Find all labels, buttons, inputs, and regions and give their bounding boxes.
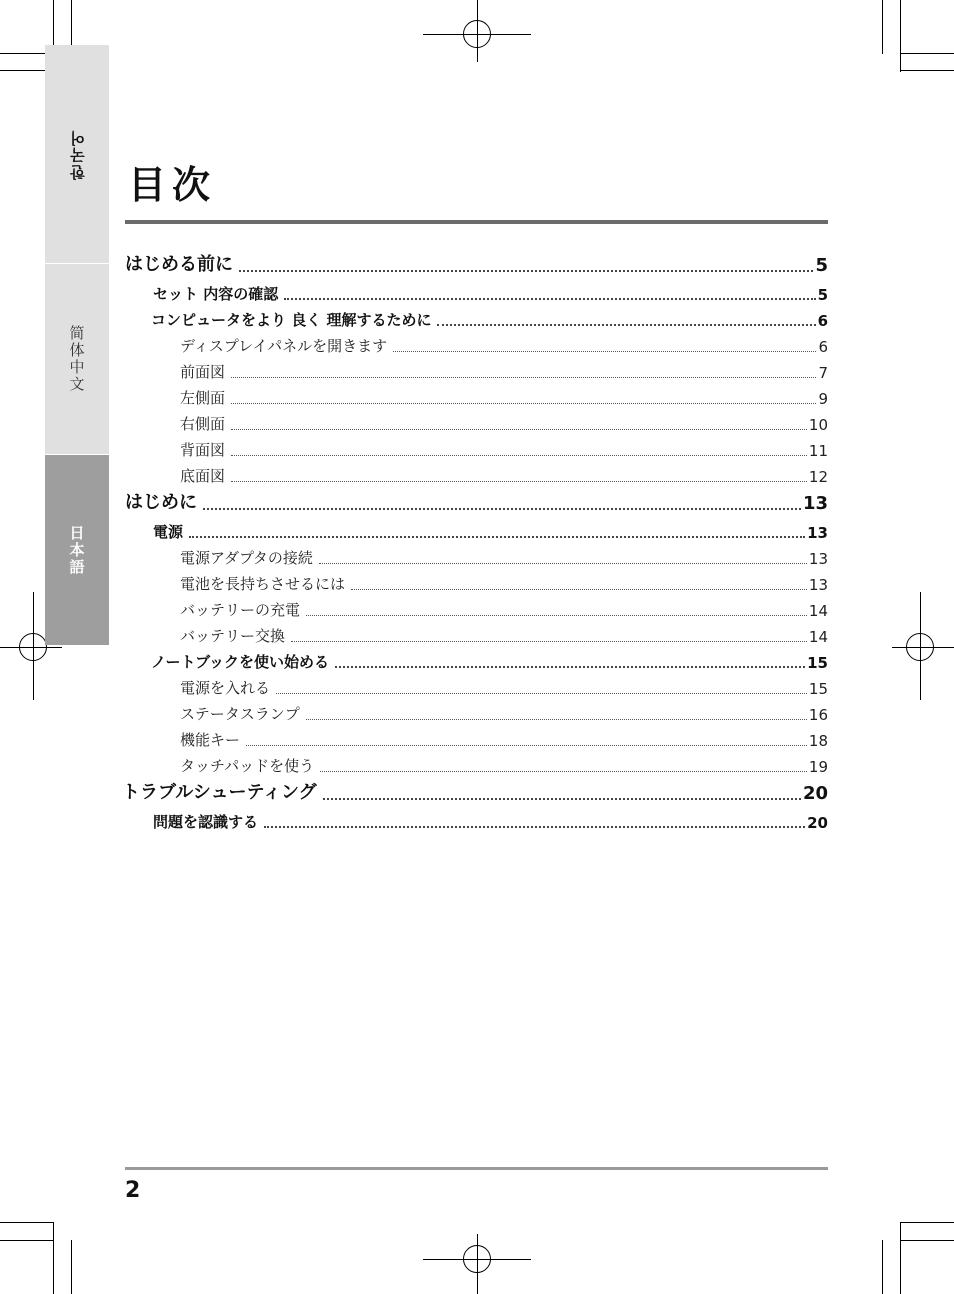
toc-entry-page: 6 xyxy=(817,312,828,330)
toc-entry-label: 電源 xyxy=(153,523,184,541)
toc-entry-label: 電池を長持ちさせるには xyxy=(180,575,346,593)
toc-leader-dots xyxy=(351,589,807,590)
toc-leader-dots xyxy=(231,481,807,482)
toc-entry-page: 18 xyxy=(808,732,828,750)
crop-mark xyxy=(900,1240,954,1241)
toc-entry-label: バッテリーの充電 xyxy=(180,601,301,619)
toc-leader-dots xyxy=(291,641,807,642)
crop-mark xyxy=(882,1240,883,1294)
toc-entry-label: 機能キー xyxy=(180,731,241,749)
language-tab-label: 한국어 xyxy=(68,128,87,180)
toc-entry-page: 6 xyxy=(818,338,828,356)
crop-mark xyxy=(0,1240,54,1241)
toc-entry-label: コンピュータをより 良く 理解するために xyxy=(151,311,432,329)
toc-entry-label: 前面図 xyxy=(180,363,226,381)
toc-entry-label: タッチパッドを使う xyxy=(180,757,315,775)
toc-leader-dots xyxy=(239,270,813,272)
registration-mark xyxy=(19,633,47,661)
crop-mark xyxy=(53,1222,54,1294)
toc-entry[interactable] xyxy=(125,492,828,514)
toc-entry-page: 14 xyxy=(808,628,828,646)
page-title: 目次 xyxy=(128,163,217,207)
toc-entry-page: 13 xyxy=(808,576,828,594)
toc-entry[interactable] xyxy=(125,282,828,304)
toc-leader-dots xyxy=(319,563,807,564)
toc-leader-dots xyxy=(320,771,807,772)
toc-entry[interactable] xyxy=(125,308,828,330)
toc-entry-page: 20 xyxy=(807,814,828,832)
footer-divider xyxy=(125,1167,828,1170)
toc-entry[interactable] xyxy=(125,520,828,542)
toc-leader-dots xyxy=(306,719,807,720)
toc-entry-label: ステータスランプ xyxy=(180,705,300,723)
toc-entry-page: 13 xyxy=(802,493,828,514)
toc-entry-page: 16 xyxy=(808,706,828,724)
toc-entry-page: 15 xyxy=(807,654,828,672)
toc-entry-page: 9 xyxy=(818,390,828,408)
toc-leader-dots xyxy=(264,826,805,828)
toc-entry-page: 19 xyxy=(808,758,828,776)
crop-mark xyxy=(71,1240,72,1294)
toc-leader-dots xyxy=(231,455,807,456)
crop-mark xyxy=(900,53,954,54)
toc-entry-label: ノートブックを使い始める xyxy=(151,653,330,671)
toc-entry[interactable] xyxy=(125,572,828,594)
title-divider xyxy=(125,220,828,224)
toc-entry-label: セット 内容の確認 xyxy=(153,285,279,303)
toc-entry-label: 問題を認識する xyxy=(153,813,259,831)
toc-entry-label: はじめに xyxy=(125,492,197,513)
language-tab-chinese[interactable] xyxy=(45,264,109,455)
toc-entry-page: 20 xyxy=(802,783,828,804)
toc-entry[interactable] xyxy=(125,598,828,620)
language-tab-japanese[interactable] xyxy=(45,455,109,645)
toc-leader-dots xyxy=(203,508,801,510)
toc-leader-dots xyxy=(231,403,816,404)
toc-entry-page: 12 xyxy=(808,468,828,486)
toc-entry[interactable] xyxy=(125,810,828,832)
toc-entry[interactable] xyxy=(125,754,828,776)
toc-entry[interactable] xyxy=(125,464,828,486)
toc-leader-dots xyxy=(335,666,805,668)
toc-entry-label: ディスプレイパネルを開きます xyxy=(180,337,388,355)
crop-mark xyxy=(900,0,901,72)
toc-entry-label: 左側面 xyxy=(180,389,226,407)
toc-entry-label: はじめる前に xyxy=(125,254,233,275)
toc-entry[interactable] xyxy=(125,676,828,698)
toc-leader-dots xyxy=(246,745,807,746)
toc-entry-label: バッテリー交換 xyxy=(180,627,286,645)
registration-mark xyxy=(463,1245,491,1273)
language-tab-label: 日本語 xyxy=(67,524,86,576)
toc-entry[interactable] xyxy=(122,782,828,804)
toc-entry[interactable] xyxy=(125,702,828,724)
toc-entry[interactable] xyxy=(125,360,828,382)
toc-leader-dots xyxy=(284,298,815,300)
crop-mark xyxy=(882,0,883,54)
toc-entry-page: 10 xyxy=(808,416,828,434)
toc-entry[interactable] xyxy=(125,334,828,356)
language-tab-label: 简体中文 xyxy=(67,325,86,393)
toc-leader-dots xyxy=(306,615,807,616)
toc-entry-page: 14 xyxy=(808,602,828,620)
toc-entry-label: 電源を入れる xyxy=(180,679,271,697)
toc-entry-page: 11 xyxy=(808,442,828,460)
toc-entry-label: トラブルシューティング xyxy=(122,782,317,803)
page-number: 2 xyxy=(125,1178,141,1203)
toc-entry[interactable] xyxy=(125,546,828,568)
toc-entry[interactable] xyxy=(125,438,828,460)
toc-entry[interactable] xyxy=(125,650,828,672)
registration-mark xyxy=(463,20,491,48)
toc-entry[interactable] xyxy=(125,386,828,408)
toc-entry-page: 13 xyxy=(808,550,828,568)
toc-entry-label: 電源アダプタの接続 xyxy=(180,549,313,567)
toc-entry-page: 15 xyxy=(808,680,828,698)
registration-mark xyxy=(906,633,934,661)
toc-leader-dots xyxy=(231,429,807,430)
toc-entry-page: 5 xyxy=(815,255,828,276)
toc-entry-page: 7 xyxy=(818,364,828,382)
crop-mark xyxy=(900,1222,901,1294)
toc-leader-dots xyxy=(393,351,816,352)
toc-leader-dots xyxy=(189,536,805,538)
toc-entry[interactable] xyxy=(125,624,828,646)
toc-entry[interactable] xyxy=(125,254,828,276)
toc-entry-page: 5 xyxy=(817,286,828,304)
crop-mark xyxy=(900,70,954,71)
crop-mark xyxy=(0,1222,54,1223)
toc-entry-label: 右側面 xyxy=(180,415,226,433)
toc-entry[interactable] xyxy=(125,412,828,434)
toc-leader-dots xyxy=(276,693,807,694)
toc-entry-page: 13 xyxy=(807,524,828,542)
language-tab-korean[interactable] xyxy=(45,45,109,264)
toc-entry-label: 背面図 xyxy=(180,441,226,459)
toc-leader-dots xyxy=(231,377,816,378)
toc-leader-dots xyxy=(437,324,815,326)
crop-mark xyxy=(900,1222,954,1223)
toc-leader-dots xyxy=(323,798,801,800)
toc-entry-label: 底面図 xyxy=(180,467,226,485)
toc-entry[interactable] xyxy=(125,728,828,750)
